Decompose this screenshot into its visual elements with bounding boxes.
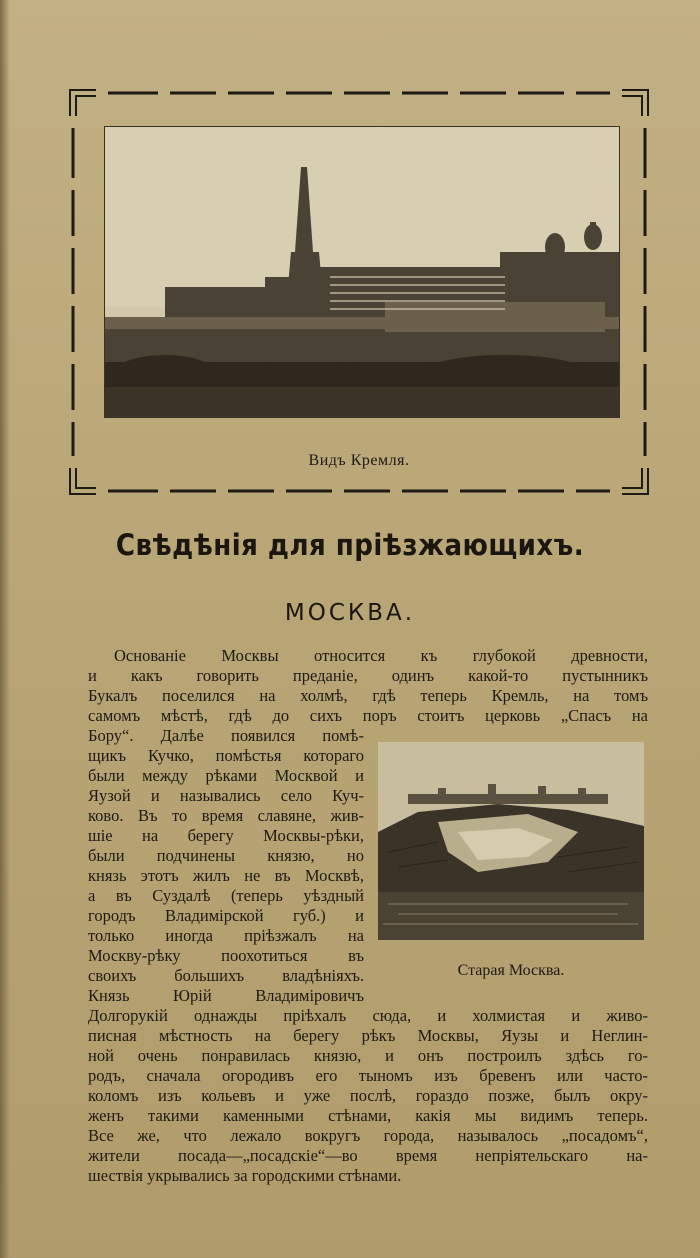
text-line: Яузой и назывались село Куч- — [88, 786, 364, 805]
text-line: только иногда пріѣзжалъ на — [88, 926, 364, 945]
text-line: своихъ большихъ владѣніяхъ. — [88, 966, 364, 985]
text-line: Москву-рѣку поохотиться въ — [88, 946, 364, 965]
old-moscow-engraving — [378, 742, 644, 940]
text-line: шествія укрывались за городскими стѣнами. — [88, 1166, 402, 1185]
text-line: писная мѣстность на берегу рѣкъ Москвы, Яузы и Неглин- — [88, 1026, 648, 1045]
text-line: шіе на берегу Москвы-рѣки, — [88, 826, 364, 845]
kremlin-figure — [66, 86, 652, 498]
text-line: Бору“. Далѣе появился помѣ- — [88, 726, 364, 745]
text-line: ной очень понравилась князю, и онъ построилъ здѣсь го- — [88, 1046, 648, 1065]
old-moscow-caption: Старая Москва. — [457, 962, 565, 979]
section-title: МОСКВА. — [284, 600, 416, 626]
text-line: коломъ изъ кольевъ и уже послѣ, гораздо позже, былъ окру- — [88, 1086, 648, 1105]
text-line: жители посада—„посадскіе“—во время непріятельскаго на- — [88, 1146, 648, 1165]
text-line: самомъ мѣстѣ, гдѣ до сихъ поръ стоитъ церковь „Спасъ на — [88, 706, 648, 725]
text-line: Князь Юрій Владиміровичъ — [88, 986, 364, 1005]
text-line: женъ такими каменными стѣнами, какія мы видимъ теперь. — [88, 1106, 648, 1125]
text-line: Букалъ поселился на холмѣ, гдѣ теперь Кремль, на томъ — [88, 686, 648, 705]
text-line: были подчинены князю, но — [88, 846, 364, 865]
text-line: городъ Владимірской губ.) и — [88, 906, 364, 925]
kremlin-caption: Видъ Кремля. — [308, 452, 410, 469]
text-line: князь этотъ жилъ не въ Москвѣ, — [88, 866, 364, 885]
text-line: родъ, сначала огородивъ его тыномъ изъ бревенъ или часто- — [88, 1066, 648, 1085]
text-line: Все же, что лежало вокругъ города, называлось „посадомъ“, — [88, 1126, 648, 1145]
text-line: щикъ Кучко, помѣстья котораго — [88, 746, 364, 765]
text-line: Долгорукій однажды пріѣхалъ сюда, и холмистая и живо- — [88, 1006, 648, 1025]
text-line: Основаніе Москвы относится къ глубокой древности, — [114, 646, 648, 665]
text-line: а въ Суздалѣ (теперь уѣздный — [88, 886, 364, 905]
page-title: Свѣдѣнія для пріѣзжающихъ. — [115, 528, 585, 562]
text-line: были между рѣками Москвой и — [88, 766, 364, 785]
text-line: и какъ говорить преданіе, одинъ какой-то пустынникъ — [88, 666, 648, 685]
text-line: ково. Въ то время славяне, жив- — [88, 806, 364, 825]
kremlin-engraving — [104, 126, 620, 418]
